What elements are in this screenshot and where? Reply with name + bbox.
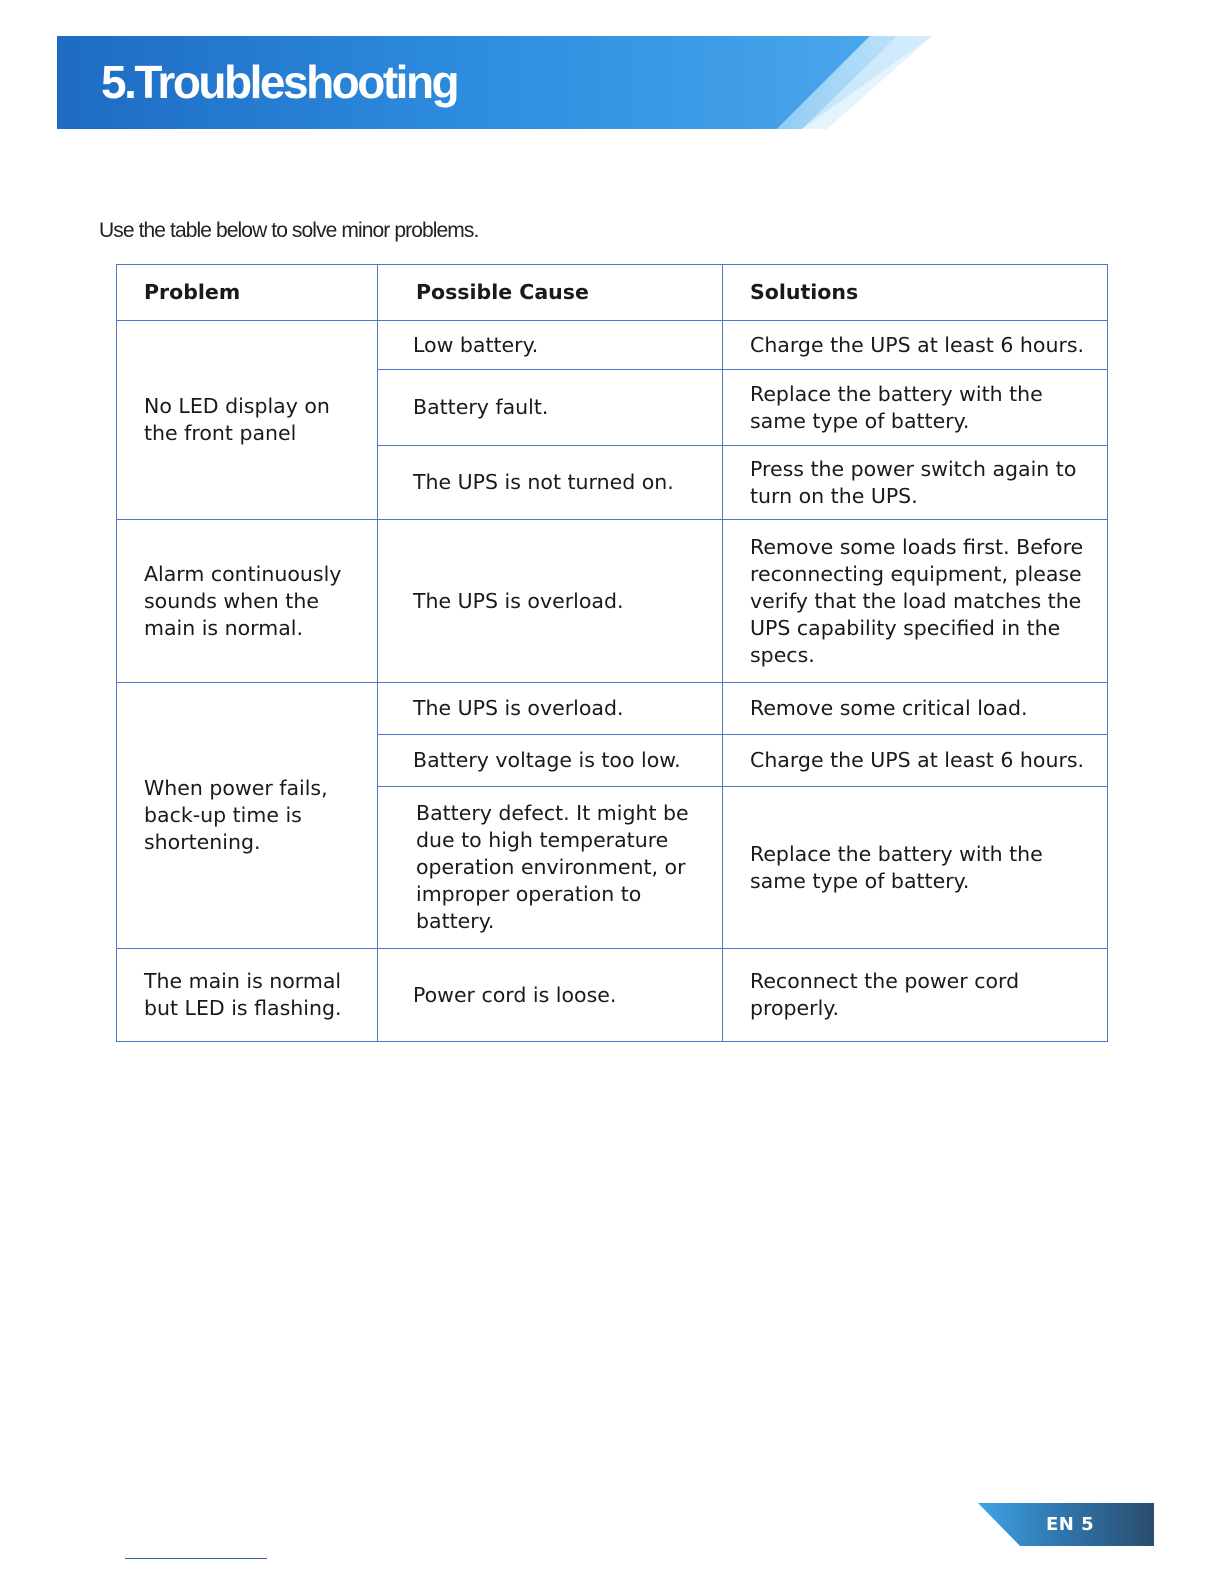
solution-cell: Replace the battery with the same type of battery. [723,787,1108,949]
solution-cell: Replace the battery with the same type of battery. [723,370,1108,446]
page-number-tab [978,1503,1154,1546]
page-number: EN 5 [1046,1514,1095,1535]
problem-cell: The main is normal but LED is flashing. [117,949,378,1042]
cause-cell: The UPS is not turned on. [378,446,723,520]
table-row [117,321,1108,370]
header-solutions: Solutions [723,265,1108,321]
cause-cell: Low battery. [378,321,723,370]
cause-cell: The UPS is overload. [378,683,723,735]
table-row [117,949,1108,1042]
problem-cell: No LED display on the front panel [117,321,378,520]
solution-cell: Remove some loads first. Before reconnecting equipment, please verify that the load matches the UPS capability specified in the specs. [723,520,1108,683]
solution-cell: Charge the UPS at least 6 hours. [723,321,1108,370]
solution-cell: Press the power switch again to turn on the UPS. [723,446,1108,520]
problem-cell: When power fails, back-up time is shortening. [117,683,378,949]
cause-cell: The UPS is overload. [378,520,723,683]
page-title: 5.Troubleshooting [101,56,458,108]
cause-cell: Battery voltage is too low. [378,735,723,787]
table-row [117,683,1108,735]
cause-cell: Power cord is loose. [378,949,723,1042]
cause-cell: Battery fault. [378,370,723,446]
table-header-row [117,265,1108,321]
troubleshooting-table [116,264,1108,1042]
solution-cell: Charge the UPS at least 6 hours. [723,735,1108,787]
problem-cell: Alarm continuously sounds when the main is normal. [117,520,378,683]
solution-cell: Remove some critical load. [723,683,1108,735]
header-possible-cause: Possible Cause [378,265,723,321]
cause-cell: Battery defect. It might be due to high temperature operation environment, or improper operation to battery. [378,787,723,949]
section-banner [57,36,932,129]
intro-text: Use the table below to solve minor problems. [99,219,479,242]
solution-cell: Reconnect the power cord properly. [723,949,1108,1042]
footer-divider [125,1558,267,1559]
table-row [117,520,1108,683]
header-problem: Problem [117,265,378,321]
